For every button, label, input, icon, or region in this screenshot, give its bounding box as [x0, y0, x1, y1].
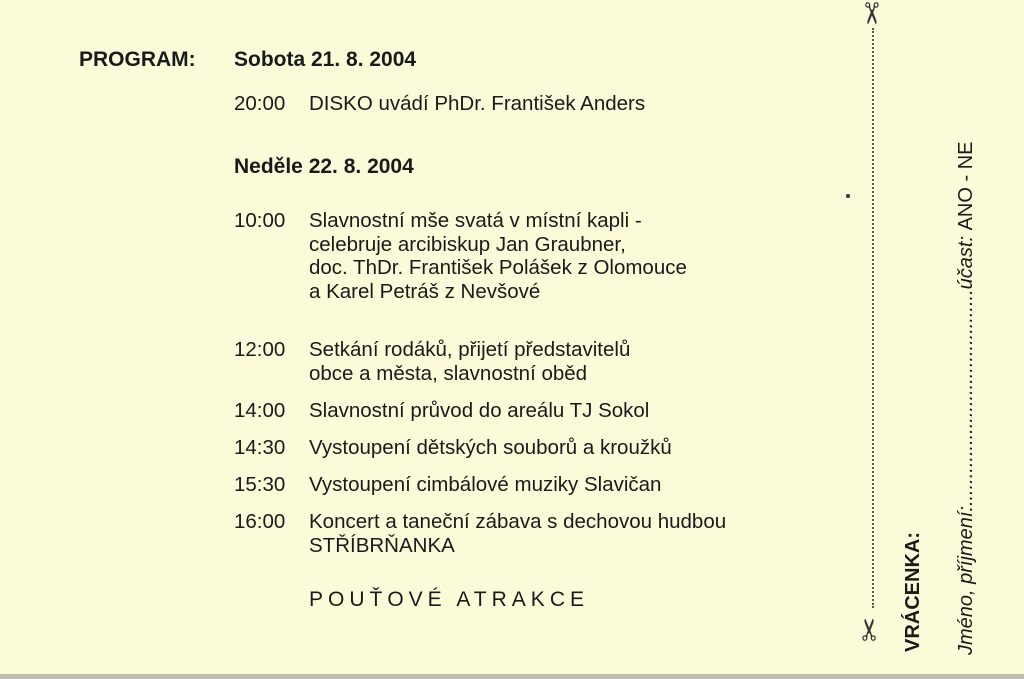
- scissors-icon: ✂: [854, 0, 888, 27]
- event-desc: [309, 399, 649, 423]
- attractions-heading: POUŤOVÉ ATRAKCE: [309, 588, 589, 611]
- return-slip-title: VRÁCENKA:: [902, 532, 924, 652]
- event-line: doc. ThDr. František Polášek z Olomouce: [309, 256, 687, 279]
- event-time: 20:00: [234, 92, 286, 115]
- event-time: 14:00: [234, 399, 286, 422]
- event-time: 10:00: [234, 209, 286, 232]
- event-line: Slavnostní mše svatá v místní kapli -: [309, 209, 642, 232]
- event-line: a Karel Petráš z Nevšové: [309, 279, 541, 303]
- event-desc: [309, 92, 645, 116]
- event-desc: [309, 473, 661, 497]
- dot-mark: [846, 194, 850, 198]
- event-line: Vystoupení cimbálové muziky Slavičan: [309, 473, 662, 496]
- event-line: Setkání rodáků, přijetí představitelů: [309, 338, 631, 361]
- return-slip-name-field: [955, 142, 978, 655]
- page-edge: [0, 674, 1024, 679]
- event-desc: [309, 209, 687, 303]
- scissors-icon: ✂: [854, 616, 888, 643]
- event-line: Koncert a taneční zábava s dechovou hudbou: [309, 510, 727, 533]
- event-line: DISKO uvádí PhDr. František Anders: [309, 92, 646, 115]
- event-desc: [309, 338, 630, 385]
- event-time: 15:30: [234, 473, 286, 496]
- cut-line: [872, 28, 874, 608]
- event-time: 14:30: [234, 436, 286, 459]
- event-line: Slavnostní průvod do areálu TJ Sokol: [309, 399, 650, 422]
- event-desc: [309, 436, 672, 460]
- event-line: celebruje arcibiskup Jan Graubner,: [309, 232, 626, 256]
- event-time: 16:00: [234, 510, 286, 533]
- event-desc: [309, 510, 726, 557]
- event-time: 12:00: [234, 338, 286, 361]
- event-line: Vystoupení dětských souborů a kroužků: [309, 436, 672, 459]
- event-line: obce a města, slavnostní oběd: [309, 361, 588, 385]
- event-line: STŘÍBRŇANKA: [309, 533, 455, 557]
- name-label: Jméno, příjmení:.......................................: [955, 289, 977, 655]
- participation-options: ANO - NE: [955, 141, 977, 231]
- saturday-date: Sobota 21. 8. 2004: [234, 48, 417, 71]
- program-label: PROGRAM:: [79, 48, 196, 71]
- sunday-date: Neděle 22. 8. 2004: [234, 155, 414, 178]
- participation-label: účast:: [955, 235, 977, 290]
